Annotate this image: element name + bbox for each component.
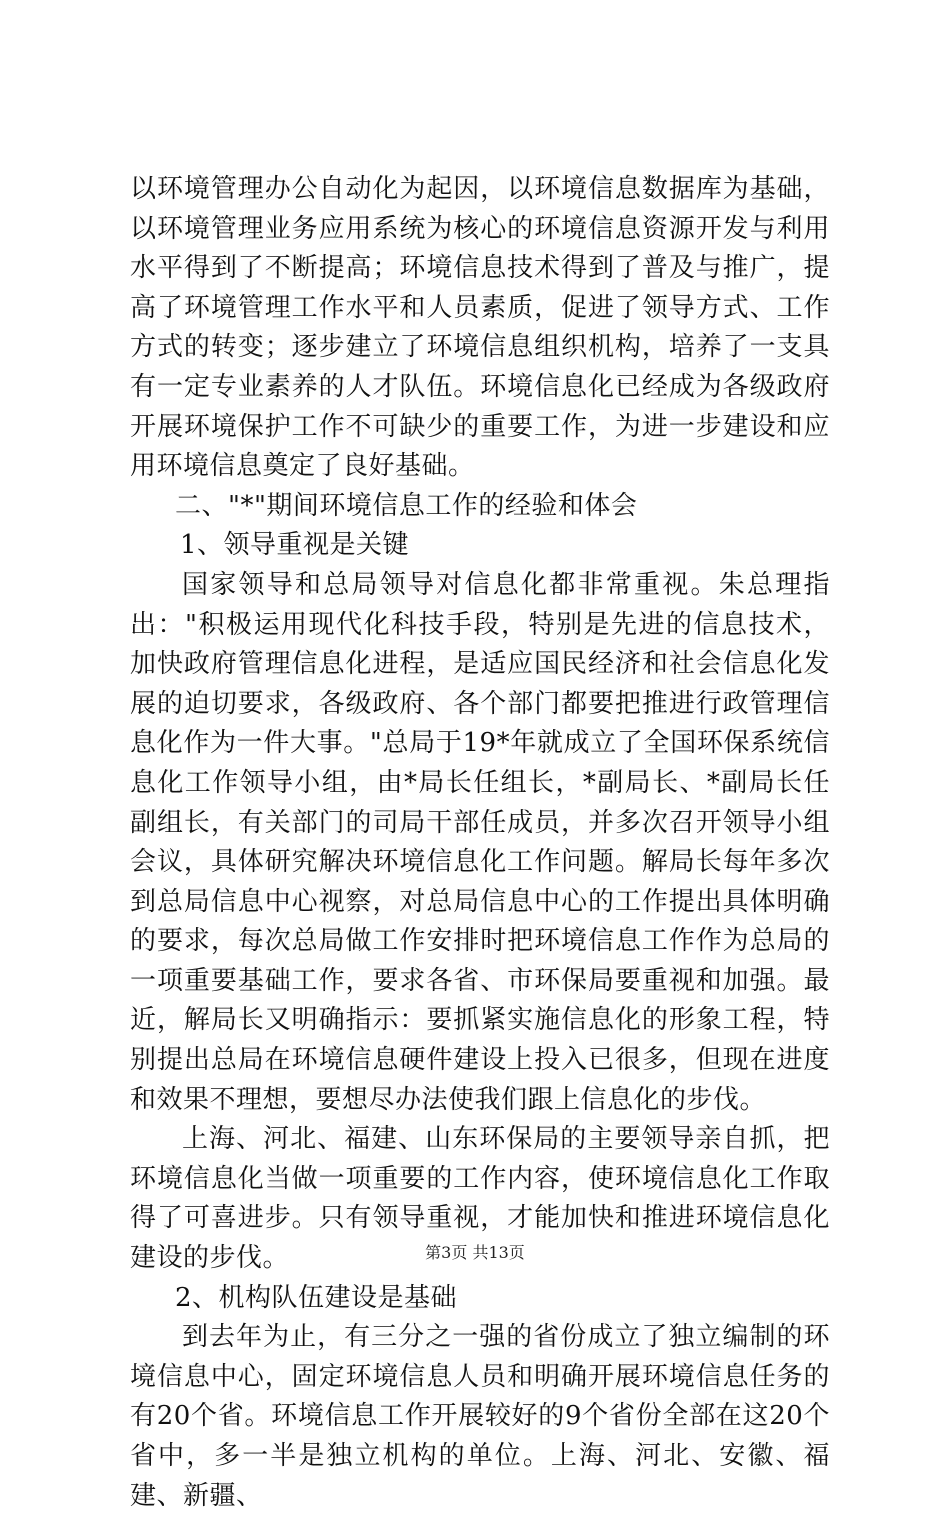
paragraph-organization: 到去年为止，有三分之一强的省份成立了独立编制的环境信息中心，固定环境信息人员和明确开展环境信息任务的有20个省。环境信息工作开展较好的9个省份全部在这20个省中，多一半是独立机构的单位。上海、河北、安徽、福建、新疆、 [130,1322,830,1511]
document-body [130,170,830,1516]
section-heading-experience: 二、"*"期间环境信息工作的经验和体会 [175,490,638,521]
page-footer [0,1240,950,1263]
paragraph-leadership: 国家领导和总局领导对信息化都非常重视。朱总理指出："积极运用现代化科技手段，特别是先进的信息技术，加快政府管理信息化进程，是适应国民经济和社会信息化发展的迫切要求，各级政府、各个部门都要把推进行政管理信息化作为一件大事。"总局于19*年就成立了全国环保系统信息化工作领导小组，由*局长任组长，*副局长、*副局长任副组长，有关部门的司局干部任成员，并多次召开领导小组会议，具体研究解决环境信息化工作问题。解局长每年多次到总局信息中心视察，对总局信息中心的工作提出具体明确的要求，每次总局做工作安排时把环境信息工作作为总局的一项重要基础工作，要求各省、市环保局要重视和加强。最近，解局长又明确指示：要抓紧实施信息化的形象工程，特别提出总局在环境信息硬件建设上投入已很多，但现在进度和效果不理想，要想尽办法使我们跟上信息化的步伐。 [130,569,830,1115]
paragraph-intro-continuation: 以环境管理办公自动化为起因，以环境信息数据库为基础，以环境管理业务应用系统为核心的环境信息资源开发与利用水平得到了不断提高；环境信息技术得到了普及与推广，提高了环境管理工作水平和人员素质，促进了领导方式、工作方式的转变；逐步建立了环境信息组织机构，培养了一支具有一定专业素养的人才队伍。环境信息化已经成为各级政府开展环境保护工作不可缺少的重要工作，为进一步建设和应用环境信息奠定了良好基础。 [130,174,830,482]
page-number-label: 第3页 共13页 [425,1243,525,1262]
subheading-organization: 2、机构队伍建设是基础 [175,1282,458,1313]
paragraph-provinces-leadership: 上海、河北、福建、山东环保局的主要领导亲自抓，把环境信息化当做一项重要的工作内容，使环境信息化工作取得了可喜进步。只有领导重视，才能加快和推进环境信息化建设的步伐。 [130,1124,830,1274]
subheading-leadership: 1、领导重视是关键 [180,530,410,561]
